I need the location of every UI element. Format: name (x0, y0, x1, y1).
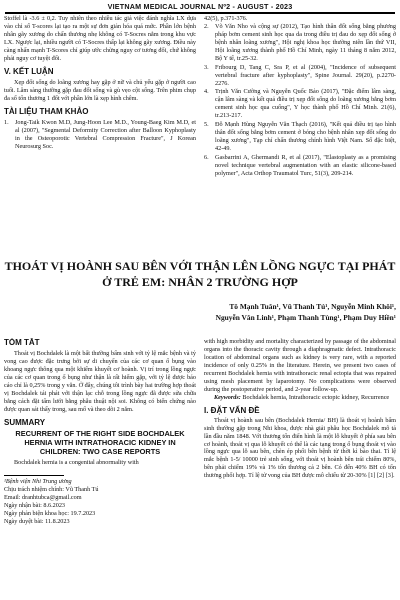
reference-item: 6. Gasbarrini A, Ghermandi R, et al (2017), "Elastoplasty as a promising novel technique vertebral augmentation with an elastic silicone-based polymer", Acta Orthop Traumatol Turc, 51(3), 209-214. (204, 153, 396, 177)
upper-columns (4, 15, 396, 251)
keywords-label: Keywords: (214, 393, 241, 401)
introduction-heading: I. ĐẶT VẤN ĐỀ (204, 405, 260, 415)
reference-item: 1. Jong-Taik Kwon M.D, Jung-Hoon Lee M.D., Young-Baeg Kim M.D, et al (2007), "Segmental Deformity Correction after Balloon Kyphoplasty in the Osteoporotic Vertebral Compression Fracture", J Korean Neurosurg Soc. (4, 118, 196, 150)
introduction-paragraph: Thoát vị hoành sau bên (Bochdalek Hernia/ BH) là thoát vị hoành bẩm sinh thường gặp trong Nhi khoa, được nhà giải phẫu học Bochdalek mô tả lần đầu năm 1848. Với thương tổn điển hình là một lỗ khuyết ở phía sau bên cơ hoành, thoát vị qua lỗ khuyết có thể là các tạng trong ổ bụng thoát vị vào lồng ngực qua lỗ sau bên, chèn ép phổi bên bệnh từ thời kì bào thai. Tỉ lệ mắc bệnh 1-5/ 10000 trẻ sinh sống, với thoát vị hoành bên trái chiếm 80%, bên phải chiếm 19% và 1% tổn thương cả 2 bên. Có đến 40% BH có tổn thương phối hợp. Tỉ lệ tử vong của BH được mô chiếu từ 20-30% [1] [2] [3]. (204, 416, 396, 480)
upper-left-column (4, 15, 196, 251)
reference-item: 2. Võ Văn Nho và cộng sự (2012), Tạo hình thân đốt sống bằng phương pháp bơm cement sinh học qua da trong điều trị đau do xẹp đốt sống ở bệnh nhân loãng xương", Hội nghị khoa học thường niên lần thứ VII, Hội loãng xương thành phố Hồ Chí Minh, ngày 11 tháng 8 năm 2012, Bộ Y tế, tr.25-32. (204, 22, 396, 62)
reference-2: Võ Văn Nho và cộng sự (2012), Tạo hình thân đốt sống bằng phương pháp bơm cement sinh học qua da trong điều trị đau do xẹp đốt sống ở bệnh nhân loãng xương", Hội nghị khoa học thường niên lần thứ VII, Hội loãng xương thành phố Hồ Chí Minh, ngày 11 tháng 8 năm 2012, Bộ Y tế, tr.25-32. (215, 22, 396, 62)
reference-3: Fribourg D, Tang C, Sra P, et al (2004), "Incidence of subsequent vertebral fracture after kyphoplasty", Spine Journal. 29(20), p.2270-2276. (215, 63, 396, 87)
authors-line-1: Tô Mạnh Tuân¹, Vũ Thanh Tú¹, Nguyễn Minh Khôi¹, (229, 302, 396, 311)
abstract-heading: TÓM TẮT (4, 338, 40, 347)
reference-item: 5. Đỗ Mạnh Hùng Nguyễn Văn Thạch (2016), "Kết quả điều trị tạo hình thân đốt sống bằng bơm cement ở bóng cho bệnh nhân xẹp đốt sống do loãng xương", Tạp chí chấn thương chỉnh hình Việt Nam. Số đặc biệt, 42-49. (204, 121, 396, 152)
reference-1: Jong-Taik Kwon M.D, Jung-Hoon Lee M.D., Young-Baeg Kim M.D, et al (2007), "Segmental Deformity Correction after Balloon Kyphoplasty in the Osteoporotic Vertebral Compression Fracture", J Korean Neurosurg Soc. (15, 118, 196, 150)
footnotes (4, 478, 196, 526)
references-heading: TÀI LIỆU THAM KHẢO (4, 106, 89, 116)
footnote-divider (4, 475, 64, 476)
running-header (5, 0, 395, 14)
english-title: RECURRENT OF THE RIGHT SIDE BOCHDALEK HERNIA WITH INTRATHORACIC KIDNEY IN CHILDREN: TWO CASE REPORTS (15, 428, 185, 457)
upper-right-column (204, 15, 396, 251)
summary-paragraph-continued: with high morbidity and mortality characterized by passage of the abdominal organs into the thoracic cavity through a diaphragmatic defect. Intrathoracic location of abdominal organs such as kidney is very rare, with a reported incidence of only 0.25% in the literature. Herein, we present two cases of recurrent Bochdalek hernia with intrathoracic renal ectopia that was repaired using mesh placement by laparotomy. No complications were observed during the postoperative period, and 2-year follow-up. (204, 338, 396, 393)
summary-heading: SUMMARY (4, 417, 46, 427)
received-date: Ngày nhận bài: 8.6.2023 (4, 501, 66, 509)
reference-1-continued: 42(5), p.371-376. (204, 15, 248, 22)
reference-5: Đỗ Mạnh Hùng Nguyễn Văn Thạch (2016), "Kết quả điều trị tạo hình thân đốt sống bằng bơm cement ở bóng cho bệnh nhân xẹp đốt sống do loãng xương", Tạp chí chấn thương chỉnh hình Việt Nam. Số đặc biệt, 42-49. (215, 121, 396, 152)
lower-right-column (204, 338, 396, 600)
summary-paragraph-start: Bochdalek hernia is a congenital abnormality with (14, 458, 139, 466)
journal-header-text: VIETNAM MEDICAL JOURNAL Nº2 - AUGUST - 2023 (107, 1, 293, 11)
reference-item: 4. Trịnh Văn Cường và Nguyễn Quốc Bảo (2017), "Đặc điểm lâm sàng, cận lâm sàng và kết quả điều trị xẹp đốt sống do loãng xương bằng bơm cement sinh học qua cuống", Y học thành phố Hồ Chí Minh. 21(6), tr.213-217. (204, 88, 396, 120)
article-title: THOÁT VỊ HOÀNH SAU BÊN VỚI THẬN LÊN LỒNG NGỰC TẠI PHÁT Ở TRẺ EM: NHÂN 2 TRƯỜNG HỢP (4, 259, 396, 289)
reference-6: Gasbarrini A, Ghermandi R, et al (2017), "Elastoplasty as a promising novel technique vertebral augmentation with an elastic silicone-based polymer", Acta Orthop Traumatol Turc, 51(3), 209-214. (215, 153, 396, 177)
lower-left-column (4, 338, 196, 600)
review-date: Ngày phản biện khoa học: 19.7.2023 (4, 509, 96, 517)
authors-line-2: Nguyễn Văn Linh¹, Phạm Thanh Tùng¹, Phạm Duy Hiền¹ (215, 313, 396, 323)
abstract-vietnamese: Thoát vị Bochdalek là một bất thường bẩm sinh với tỷ lệ mắc bệnh và tỷ vong cao được đặc trưng bởi sự di chuyển của các cơ quan ổ bụng vào khoang ngực thông qua một khiếm khuyết cơ hoành. Vị trí trong lồng ngực của các cơ quan trong ổ bụng như thận là rất hiếm gặp, với tỷ lệ được báo cáo chỉ là 0,25% trong y văn. Ở đây, chúng tôi trình bày hai trường hợp thoát vị Bochdalek tái phát với thận lạc chỗ trong lồng ngực đã được sửa chữa bằng cách đặt tấm lưới bằng phẫu thuật nội soi. Không có biến chứng nào được quan sát thấy trong, sau mổ và theo dõi 2 năm. (4, 350, 196, 413)
conclusion-heading: V. KẾT LUẬN (4, 66, 54, 76)
reference-4: Trịnh Văn Cường và Nguyễn Quốc Bảo (2017), "Đặc điểm lâm sàng, cận lâm sàng và kết quả điều trị xẹp đốt sống do loãng xương bằng bơm cement sinh học qua cuống", Y học thành phố Hồ Chí Minh. 21(6), tr.213-217. (215, 88, 396, 120)
author-list (134, 301, 396, 324)
corresponding-author: Chịu trách nhiệm chính: Vũ Thanh Tú (4, 485, 99, 493)
keywords-text: Bochdalek hernia, Intrathoracic ectopic kidney, Recurrence (240, 393, 390, 401)
affiliation-note: ¹Bệnh viện Nhi Trung ương (4, 477, 72, 485)
conclusion-paragraph: Xẹp đốt sống do loãng xương hay gặp ở nữ và chủ yếu gặp ở người cao tuổi. Lâm sàng thường gặp đau đốt sống và gù vẹo cột sống. Trên phim chụp đa số tổn thương 1 đốt với phần lớn là xẹp hình chêm. (4, 78, 196, 102)
article-body (4, 338, 396, 600)
reference-item: 3. Fribourg D, Tang C, Sra P, et al (2004), "Incidence of subsequent vertebral fracture after kyphoplasty", Spine Journal. 29(20), p.2270-2276. (204, 63, 396, 87)
accepted-date: Ngày duyệt bài: 11.8.2023 (4, 517, 70, 525)
email: Email: dranhtubca@gmail.com (4, 493, 82, 501)
discussion-paragraph: Stoffel là -3.6 ± 0,2. Tuy nhiên theo nhiều tác giả việc đánh nghĩa LX dựa vào chỉ số T-scores lại tạo ra một sự đơn giản hóa quá mức. Phần lớn bệnh nhân gãy xương do chấn thương nhẹ không có T-Socres nằm trong khu vực LX. Ngược lại, nhiều người có T-Socres thấp lại không gãy xương. Điều này càng nhấn mạnh T-Scores chỉ giúp ước chừng nguy cơ tương đối, chứ không phải nguy cơ tuyệt đối. (4, 15, 196, 62)
keywords (204, 394, 396, 402)
